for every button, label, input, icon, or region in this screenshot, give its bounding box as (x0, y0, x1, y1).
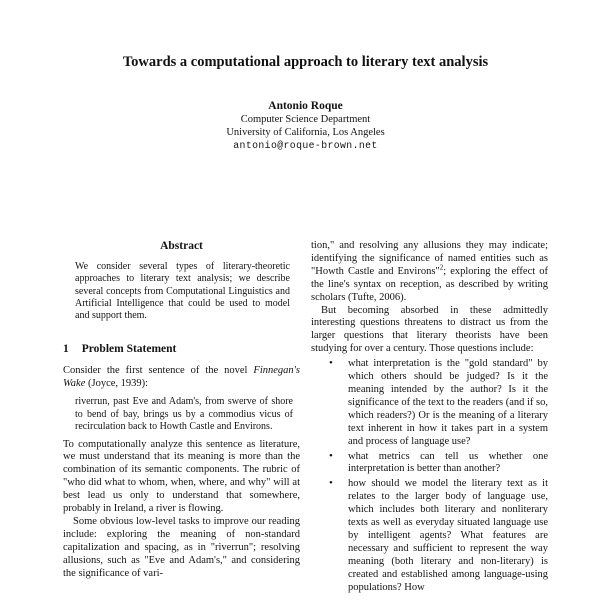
two-column-body (63, 240, 548, 596)
bullet-text: what interpretation is the "gold standard" by which others should be judged? Is it the meaning intended by the author? Is it the significance of the text to the readers (and if so, which readers?) Or is the meaning of a literary text inherent in how it takes part in a system and process of language use? (348, 358, 549, 447)
bullet-item-model-text (311, 478, 548, 594)
paragraph-larger-questions: But becoming absorbed in these admittedly interesting questions threatens to distract us from the larger questions that literary theorists have been studying for over a century. Those questions include: (311, 304, 548, 355)
bullet-icon: • (329, 357, 333, 370)
bullet-icon: • (329, 449, 333, 462)
author-department: Computer Science Department (240, 114, 371, 125)
section-1-heading (63, 343, 300, 355)
paragraph-low-level-tasks: Some obvious low-level tasks to improve our reading include: exploring the meaning of non-standard capitalization and spacing, as in "riverrun"; resolving allusions, such as "Eve and Adam's," and considering the significance of vari- (63, 515, 300, 579)
author-name: Antonio Roque (268, 100, 343, 112)
questions-bullet-list (311, 358, 548, 594)
paragraph-computational-analysis: To computationally analyze this sentence as literature, we must understand that its meaning is more than the combination of its semantic components. The rubric of "who did what to whom, when, where, and why" will at best lead us only to understand that somewhere, probably in Ireland, a river is flowing. (63, 438, 300, 515)
right-column (311, 240, 548, 596)
bullet-text: how should we model the literary text as it relates to the larger body of language use, which includes both literary and nonliterary texts as well as everyday situated language use by intelligent agents? What features are necessary and sufficient to represent the way meaning (both literary and non-literary) is created and established among language-using populations? How (348, 478, 548, 593)
author-email: antonio@roque-brown.net (233, 140, 378, 151)
bullet-icon: • (329, 477, 333, 490)
bullet-item-gold-standard (311, 358, 548, 448)
paragraph-text: (Joyce, 1939): (85, 378, 149, 390)
section-title: Problem Statement (81, 343, 177, 356)
paragraph-text: ; exploring the effect of the line's syntax on reception, as described by writing scholars (Tufte, 2006). (311, 265, 548, 303)
paragraph-text: Consider the first sentence of the novel (63, 365, 254, 377)
paragraph-continuation (311, 240, 548, 305)
author-block (63, 99, 548, 152)
paragraph-consider-sentence (63, 365, 300, 391)
bullet-text: what metrics can tell us whether one interpretation is better than another? (348, 450, 548, 475)
section-number: 1 (63, 343, 69, 356)
book-title-italic: Finnegan's Wake (63, 365, 300, 390)
footnote-marker: 2 (439, 263, 444, 272)
abstract-text: We consider several types of literary-theoretic approaches to literary text analysis; we describe several concepts from Computational Linguistics and Artificial Intelligence that could be used to model and support them. (75, 261, 290, 322)
paper-title: Towards a computational approach to literary text analysis (122, 54, 489, 70)
left-column (63, 240, 300, 596)
author-university: University of California, Los Angeles (226, 127, 385, 138)
finnegans-wake-quote: riverrun, past Eve and Adam's, from swerve of shore to bend of bay, brings us by a commodius vicus of recirculation back to Howth Castle and Environs. (75, 396, 293, 433)
paragraph-text: tion," and resolving any allusions they may indicate; identifying the significance of named entities such as "Howth Castle and Environs" (311, 240, 548, 277)
abstract-heading: Abstract (160, 240, 203, 252)
bullet-item-metrics (311, 451, 548, 477)
